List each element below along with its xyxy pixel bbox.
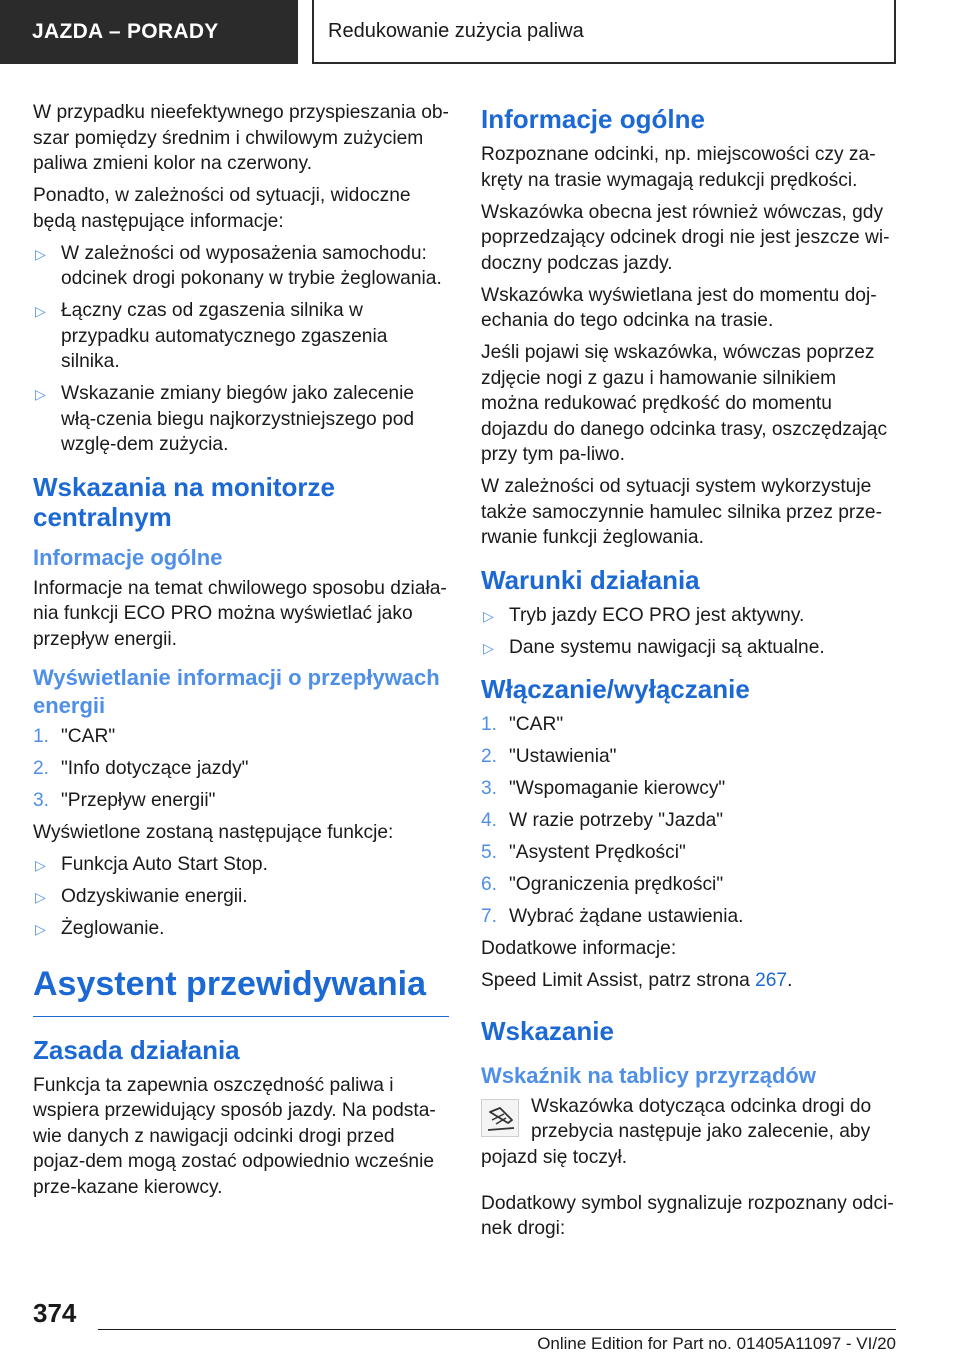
list-item-text: Żeglowanie.: [61, 918, 165, 939]
heading-predictive-assistant: Asystent przewidywania: [33, 964, 427, 1003]
paragraph: Funkcja ta zapewnia oszczędność paliwa i wspiera przewidujący sposób jazdy. Na podsta-wie danych z nawigacji odcinki drogi przed pojaz-dem mogą zostać odpowiednio wcześnie prze-kazane kierowcy.: [33, 1074, 436, 1198]
list-item: [481, 904, 896, 930]
triangle-bullet-icon: ▷: [35, 921, 46, 937]
heading-principle: Zasada działania: [33, 1034, 240, 1065]
step-number: 1.: [33, 726, 50, 747]
paragraph: Dodatkowy symbol sygnalizuje rozpoznany odci-nek drogi:: [481, 1192, 894, 1239]
step-text: "CAR": [61, 726, 116, 747]
bullet-list: [33, 852, 449, 942]
heading-conditions: Warunki działania: [481, 564, 700, 595]
step-text: "Przepływ energii": [61, 790, 216, 811]
footer-divider: [98, 1329, 896, 1330]
paragraph: Wskazówka obecna jest również wówczas, gdy poprzedzający odcinek drogi nie jest jeszcze wi-doczny podczas jazdy.: [481, 201, 890, 274]
footer-edition: Online Edition for Part no. 01405A11097 - VI/20: [537, 1334, 896, 1353]
list-item: [481, 635, 896, 661]
triangle-bullet-icon: ▷: [483, 639, 494, 656]
left-column: [33, 100, 449, 1207]
list-item: [33, 381, 449, 458]
paragraph: W zależności od sytuacji system wykorzystuje także samoczynnie hamulec silnika przez prze-rwanie funkcji żeglowania.: [481, 476, 882, 548]
triangle-bullet-icon: ▷: [35, 889, 46, 905]
list-item-text: Tryb jazdy ECO PRO jest aktywny.: [509, 604, 805, 626]
step-text: "Ograniczenia prędkości": [509, 874, 724, 895]
paragraph: Dodatkowe informacje:: [481, 938, 677, 959]
heading-on-off: Włączanie/wyłączanie: [481, 674, 750, 704]
list-item: [481, 776, 896, 802]
paragraph: Ponadto, w zależności od sytuacji, widoczne będą następujące informacje:: [33, 185, 411, 232]
paragraph: Rozpoznane odcinki, np. miejscowości czy za-kręty na trasie wymagają redukcji prędkości.: [481, 144, 876, 191]
section-title: JAZDA – PORADY: [0, 0, 298, 64]
paragraph: W przypadku nieefektywnego przyspieszania ob-szar pomiędzy średnim i chwilowym zużyciem paliwa zmieni kolor na czerwony.: [33, 102, 449, 174]
chapter-title: Redukowanie zużycia paliwa: [312, 0, 896, 64]
step-text: Wybrać żądane ustawienia.: [509, 906, 744, 927]
list-item: [481, 808, 896, 834]
list-item-text: Funkcja Auto Start Stop.: [61, 854, 268, 875]
step-number: 6.: [481, 874, 498, 895]
list-item: [481, 744, 896, 770]
text: .: [787, 970, 793, 991]
bullet-list: [481, 603, 896, 661]
paragraph-speed-limit: [481, 968, 896, 994]
paragraph: Jeśli pojawi się wskazówka, wówczas poprzez zdjęcie nogi z gazu i hamowanie silnikiem można redukować prędkość do momentu dojazdu do danego odcinka trasy, oszczędzając przy tym pa-liwo.: [481, 342, 888, 465]
paragraph: Wskazówka wyświetlana jest do momentu doj-echania do tego odcinka na trasie.: [481, 284, 877, 331]
list-item: [33, 916, 449, 942]
step-text: "Ustawienia": [509, 746, 617, 767]
step-text: "Info dotyczące jazdy": [61, 758, 249, 779]
step-number: 1.: [481, 714, 498, 735]
step-number: 2.: [33, 758, 50, 779]
paragraph: Wskazówka dotycząca odcinka drogi do przebycia następuje jako zalecenie, aby pojazd się toczył.: [481, 1095, 872, 1168]
paragraph: Informacje na temat chwilowego sposobu działa-nia funkcji ECO PRO można wyświetlać jako przepływ energii.: [33, 577, 447, 650]
heading-divider: [33, 1016, 449, 1017]
list-item: [481, 603, 896, 629]
paragraph: Wyświetlone zostaną następujące funkcje:: [33, 822, 394, 843]
step-number: 3.: [481, 778, 498, 799]
page-header: [0, 0, 960, 66]
list-item-text: Dane systemu nawigacji są aktualne.: [509, 636, 825, 658]
page-number: 374: [33, 1298, 77, 1328]
list-item-text: W zależności od wyposażenia samochodu: odcinek drogi pokonany w trybie żeglowania.: [61, 242, 442, 289]
list-item: [33, 884, 449, 910]
list-item-text: Odzyskiwanie energii.: [61, 886, 248, 907]
list-item-text: Wskazanie zmiany biegów jako zalecenie włą-czenia biegu najkorzystniejszego pod wzglę-dem zużycia.: [61, 383, 415, 455]
text: Speed Limit Assist, patrz strona: [481, 970, 756, 991]
numbered-list: [33, 724, 449, 814]
coasting-foot-off-gas-icon: [481, 1099, 519, 1137]
list-item: [33, 298, 449, 375]
list-item: [33, 241, 449, 292]
triangle-bullet-icon: ▷: [483, 607, 494, 624]
triangle-bullet-icon: ▷: [35, 303, 46, 319]
list-item: [33, 788, 449, 814]
triangle-bullet-icon: ▷: [35, 245, 46, 262]
step-text: "Wspomaganie kierowcy": [509, 778, 726, 799]
step-number: 3.: [33, 790, 50, 811]
numbered-list: [481, 712, 896, 930]
heading-general: Informacje ogólne: [481, 104, 705, 134]
list-item: [33, 724, 449, 750]
list-item-text: Łączny czas od zgaszenia silnika w przypadku automatycznego zgaszenia silnika.: [61, 300, 388, 372]
heading-general-info: Informacje ogólne: [33, 544, 223, 570]
step-number: 2.: [481, 746, 498, 767]
list-item: [481, 712, 896, 738]
page-link[interactable]: 267: [755, 970, 788, 991]
heading-monitor: Wskazania na monitorze centralnym: [33, 471, 335, 532]
list-item: [33, 852, 449, 878]
bullet-list: [33, 241, 449, 458]
heading-dashboard: Wskaźnik na tablicy przyrządów: [481, 1062, 816, 1088]
step-number: 5.: [481, 842, 498, 863]
step-number: 4.: [481, 810, 498, 831]
triangle-bullet-icon: ▷: [35, 857, 46, 873]
right-column: [481, 100, 896, 1248]
triangle-bullet-icon: ▷: [35, 386, 46, 402]
heading-energy-flow: Wyświetlanie informacji o przepływach energii: [33, 665, 440, 718]
heading-indicator: Wskazanie: [481, 1015, 614, 1046]
list-item: [481, 872, 896, 898]
step-text: "CAR": [509, 714, 564, 735]
list-item: [481, 840, 896, 866]
step-text: W razie potrzeby "Jazda": [509, 810, 724, 831]
step-text: "Asystent Prędkości": [509, 842, 686, 863]
step-number: 7.: [481, 906, 498, 927]
list-item: [33, 756, 449, 782]
